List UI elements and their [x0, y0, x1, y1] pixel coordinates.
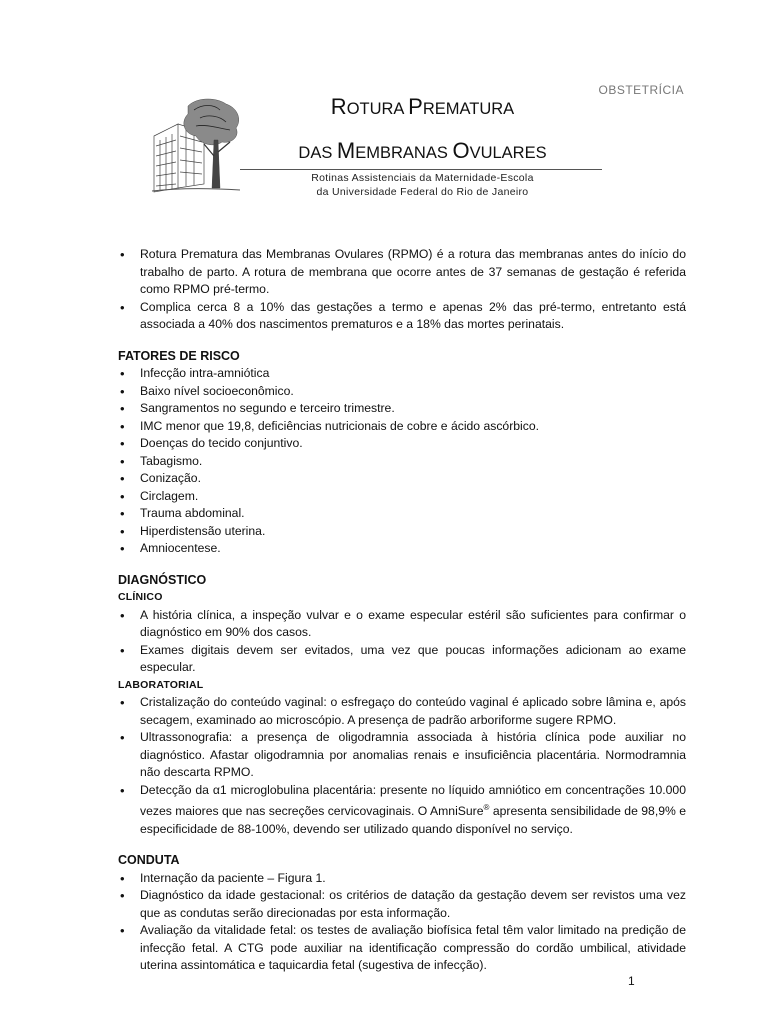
section-label: OBSTETRÍCIA [598, 83, 684, 97]
list-item: • Ultrassonografia: a presença de oligodramnia associada à história clínica pode auxiliar no diagnóstico. Afastar oligodramnia por anomalias renais e insuficiência placentária. Normodramnia não descarta RPMO. [120, 730, 686, 779]
list-item: • Complica cerca 8 a 10% das gestações a termo e apenas 2% das pré-termo, entretanto está associada a 40% dos nascimentos prematuros e a 18% das mortes perinatais. [120, 299, 686, 331]
page-number: 1 [628, 974, 635, 988]
risk-factors-heading: FATORES DE RISCO [118, 348, 240, 363]
laboratory-subheading: LABORATORIAL [118, 678, 204, 691]
list-item: • Hiperdistensão uterina. [120, 523, 266, 539]
list-item: • Baixo nível socioeconômico. [120, 383, 294, 399]
document-body [118, 246, 686, 975]
institution-line-1: Rotinas Assistenciais da Maternidade-Escola [311, 172, 534, 184]
list-item: • Detecção da α1 microglobulina placentária: presente no líquido amniótico em concentrações 10.000 vezes maiores que nas secreções cervicovaginais. O AmniSure® apresenta sensibilidade de 98,9% e especificidade de 88-100%, devendo ser utilizado quando disponível no serviço. [120, 782, 686, 836]
list-item: • Rotura Prematura das Membranas Ovulares (RPMO) é a rotura das membranas antes do início do trabalho de parto. A rotura de membrana que ocorre antes de 37 semanas de gestação é referida como RPMO pré-termo. [120, 247, 686, 296]
list-item: • Avaliação da vitalidade fetal: os testes de avaliação biofísica fetal têm valor limitado na predição de infecção fetal. A CTG pode auxiliar na identificação compressão do cordão umbilical, atividade uterina assintomática e taquicardia fetal (sugestiva de infecção). [120, 923, 686, 973]
conduct-heading: CONDUTA [118, 853, 180, 868]
list-item: • IMC menor que 19,8, deficiências nutricionais de cobre e ácido ascórbico. [120, 418, 540, 434]
list-item: • Infecção intra-amniótica [120, 366, 270, 381]
list-item: • Internação da paciente – Figura 1. [120, 870, 326, 886]
clinical-list [118, 607, 686, 677]
list-item: • Diagnóstico da idade gestacional: os critérios de datação da gestação devem ser revistos uma vez que as condutas serão direcionadas por esta informação. [120, 888, 686, 920]
list-item: • Sangramentos no segundo e terceiro trimestre. [120, 401, 395, 416]
diagnosis-heading: DIAGNÓSTICO [118, 572, 207, 587]
conduct-list [118, 870, 686, 975]
list-item: • A história clínica, a inspeção vulvar e o exame especular estéril são suficientes para confirmar o diagnóstico em 90% dos casos. [120, 607, 686, 639]
list-item: • Exames digitais devem ser evitados, uma vez que poucas informações adicionam ao exame especular. [120, 642, 686, 674]
list-item: • Circlagem. [120, 488, 199, 504]
document-title-line-2: DAS MEMBRANAS OVULARES [298, 138, 547, 163]
registered-mark: ® [483, 803, 490, 812]
list-item: • Amniocentese. [120, 541, 221, 556]
list-item: • Tabagismo. [120, 453, 203, 469]
list-item: • Conização. [120, 471, 201, 486]
risk-factors-list [118, 365, 686, 558]
laboratory-list [118, 694, 686, 838]
list-item: • Doenças do tecido conjuntivo. [120, 436, 303, 451]
alpha-symbol: α [212, 782, 220, 797]
list-item: • Cristalização do conteúdo vaginal: o esfregaço do conteúdo vaginal é aplicado sobre lâmina e, após secagem, examinado ao microscópio. A presença de padrão arboriforme sugere RPMO. [120, 695, 686, 727]
maternity-building-logo [148, 96, 244, 196]
intro-list [118, 246, 686, 334]
document-title-line-1: ROTURA PREMATURA [330, 94, 515, 119]
clinical-subheading: CLÍNICO [118, 591, 163, 603]
title-divider [240, 169, 602, 170]
institution-line-2: da Universidade Federal do Rio de Janeiro [316, 186, 529, 198]
list-item: • Trauma abdominal. [120, 506, 245, 521]
